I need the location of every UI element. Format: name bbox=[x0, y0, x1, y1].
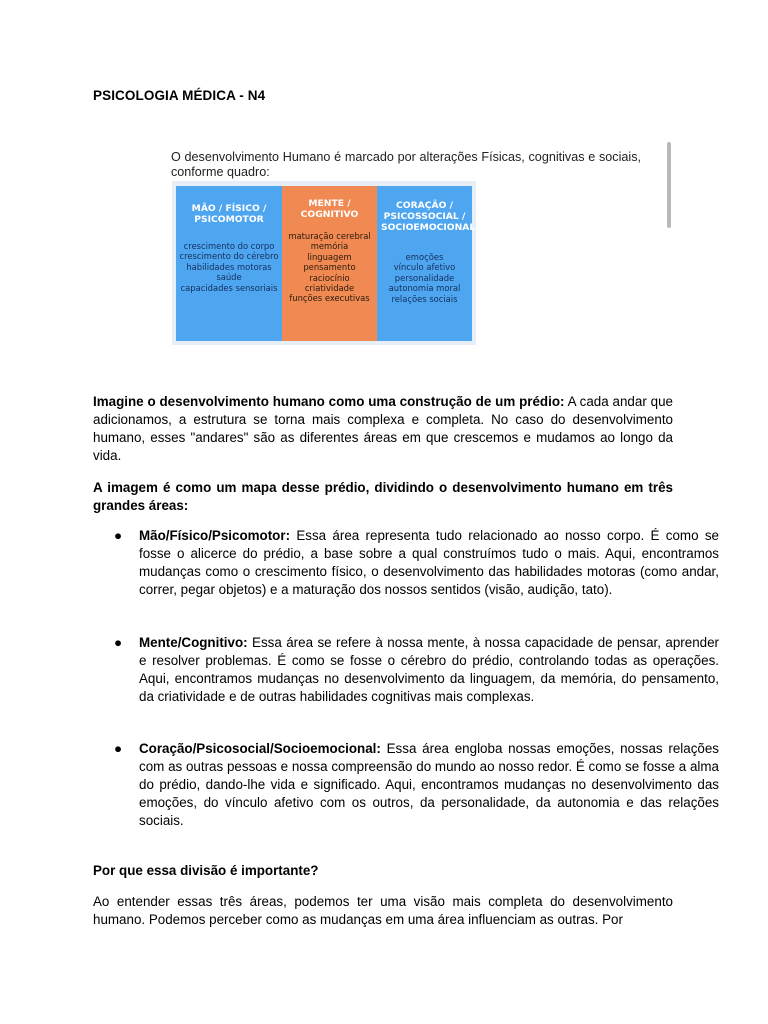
list-item: funções executivas bbox=[289, 293, 370, 304]
figure-scrollbar[interactable] bbox=[667, 142, 671, 228]
list-item: raciocínio bbox=[309, 272, 350, 283]
list-item: pensamento bbox=[303, 262, 356, 273]
list-item: emoções bbox=[405, 252, 444, 262]
intro-text: A cada andar que adicionamos, a estrutura se torna mais complexa e completa. No caso do desenvolvimento humano, esses "andares" são as diferentes áreas em que crescemos e mudamos ao longo da vida. bbox=[93, 394, 673, 463]
bullet-icon: ● bbox=[114, 635, 123, 650]
list-item bbox=[93, 740, 719, 830]
list-item bbox=[93, 634, 719, 706]
bullet-label: Mão/Físico/Psicomotor: bbox=[139, 528, 291, 543]
column-heading: MENTE / COGNITIVO bbox=[300, 198, 359, 220]
section-heading bbox=[93, 862, 673, 880]
document-title: PSICOLOGIA MÉDICA - N4 bbox=[93, 88, 266, 103]
column-items bbox=[282, 231, 377, 304]
list-item bbox=[93, 527, 719, 599]
intro-bold: Imagine o desenvolvimento humano como uma construção de um prédio: bbox=[93, 394, 565, 409]
bullet-icon: ● bbox=[114, 741, 123, 756]
column-items bbox=[377, 252, 472, 304]
list-item: maturação cerebral bbox=[288, 231, 371, 241]
list-item: saúde bbox=[216, 272, 242, 283]
bullet-text: Essa área representa tudo relacionado ao nosso corpo. É como se fosse o alicerce do prédio, a base sobre a qual construímos tudo o mais. Aqui, encontramos mudanças como o crescimento físico, o desenvolvimento das habilidades motoras (como andar, correr, pegar objetos) e a maturação dos nossos sentidos (visão, audição, tato). bbox=[139, 528, 719, 597]
development-chart bbox=[172, 181, 476, 345]
bullet-label: Mente/Cognitivo: bbox=[139, 635, 248, 650]
list-item: relações sociais bbox=[391, 293, 458, 304]
list-item: autonomia moral bbox=[388, 283, 461, 294]
intro-paragraph bbox=[93, 393, 673, 465]
list-item: memória bbox=[310, 241, 349, 252]
column-heading: CORAÇÃO / PSICOSSOCIAL / SOCIOEMOCIONAL bbox=[381, 200, 476, 233]
list-item: criatividade bbox=[304, 283, 355, 294]
bullet-icon: ● bbox=[114, 528, 123, 543]
bullet-label: Coração/Psicosocial/Socioemocional: bbox=[139, 741, 381, 756]
map-bold: A imagem é como um mapa desse prédio, dividindo o desenvolvimento humano em três grandes áreas: bbox=[93, 480, 673, 513]
list-item: crescimento do corpo bbox=[183, 241, 275, 251]
map-paragraph bbox=[93, 479, 673, 515]
list-item: habilidades motoras bbox=[186, 261, 272, 272]
list-item: crescimento do cérebro bbox=[179, 251, 279, 262]
embedded-figure bbox=[168, 140, 676, 352]
column-items bbox=[176, 241, 282, 293]
list-item: linguagem bbox=[307, 251, 352, 262]
column-cognitive bbox=[282, 186, 377, 341]
closing-paragraph: Ao entender essas três áreas, podemos ter uma visão mais completa do desenvolvimento humano. Podemos perceber como as mudanças em uma área influenciam as outras. Por bbox=[93, 894, 673, 927]
list-item: personalidade bbox=[394, 272, 455, 283]
bullet-text: Essa área se refere à nossa mente, à nossa capacidade de pensar, aprender e resolver problemas. É como se fosse o cérebro do prédio, controlando todas as operações. Aqui, encontramos mudanças no desenvolvimento da linguagem, da memória, do pensamento, da criatividade e de outras habilidades cognitivas mais complexas. bbox=[139, 635, 719, 704]
column-heading: MÃO / FÍSICO / PSICOMOTOR bbox=[191, 203, 267, 225]
why-heading: Por que essa divisão é importante? bbox=[93, 863, 319, 878]
list-item: capacidades sensoriais bbox=[180, 282, 278, 293]
bullet-text: Essa área engloba nossas emoções, nossas relações com as outras pessoas e nossa compreensão do mundo ao nosso redor. É como se fosse a alma do prédio, dando-lhe vida e significado. Aqui, encontramos mudanças no desenvolvimento das emoções, do vínculo afetivo com os outros, da personalidade, da autonomia e das relações sociais. bbox=[139, 741, 719, 828]
column-socioemotional bbox=[377, 186, 476, 341]
figure-caption: O desenvolvimento Humano é marcado por alterações Físicas, cognitivas e sociais, conforme quadro: bbox=[171, 150, 641, 179]
column-physical bbox=[176, 186, 282, 341]
list-item: vínculo afetivo bbox=[393, 262, 456, 273]
